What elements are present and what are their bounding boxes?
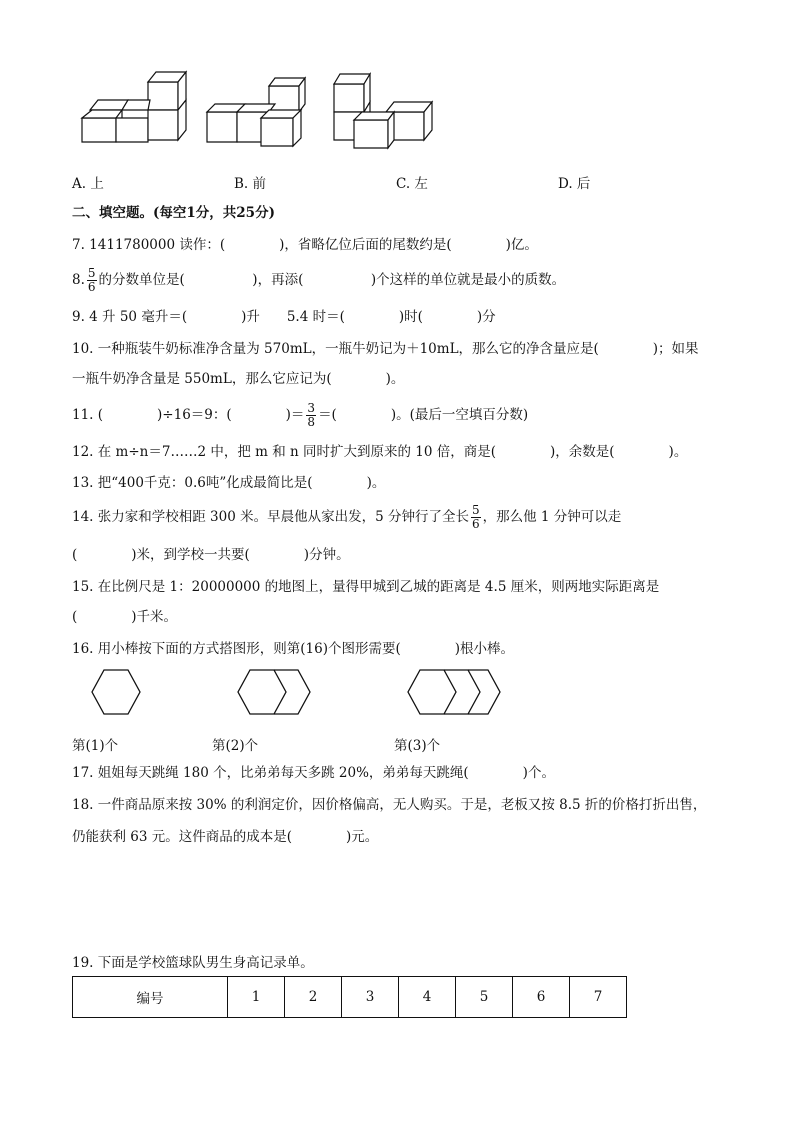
section-title: 二、填空题。(每空1分，共25分) <box>72 205 275 221</box>
q11-suffix: ＝( )。(最后一空填百分数) <box>318 407 529 423</box>
table-cell: 4 <box>399 977 456 1018</box>
option-a: A. 上 <box>72 176 104 192</box>
question-12: 12. 在 m÷n＝7……2 中，把 m 和 n 同时扩大到原来的 10 倍，商是( )，余数是( )。 <box>72 444 688 460</box>
question-14-line-2: ( )米，到学校一共要( )分钟。 <box>72 547 350 563</box>
q11-frac-num: 3 <box>307 401 316 415</box>
q11-frac-den: 8 <box>307 415 316 429</box>
hexagon-figure-3 <box>408 668 508 718</box>
option-c: C. 左 <box>396 176 428 192</box>
q14-suffix: ，那么他 1 分钟可以走 <box>482 509 622 525</box>
option-d: D. 后 <box>558 176 591 192</box>
question-15-line-1: 15. 在比例尺是 1：20000000 的地图上，量得甲城到乙城的距离是 4.5 厘米，则两地实际距离是 <box>72 579 660 595</box>
hexagon-figure-1 <box>92 668 152 718</box>
figure-label-2: 第(2)个 <box>212 738 259 754</box>
question-10-line-2: 一瓶牛奶净含量是 550mL，那么它应记为( )。 <box>72 371 405 387</box>
table-cell: 7 <box>570 977 627 1018</box>
table-cell: 3 <box>342 977 399 1018</box>
figure-label-3: 第(3)个 <box>394 738 441 754</box>
cube-figure-a <box>78 70 188 145</box>
table-row <box>73 977 627 1018</box>
q11-prefix: 11. ( )÷16＝9：( )＝ <box>72 407 305 423</box>
cube-figure-c <box>330 70 440 150</box>
hexagon-figure-2 <box>238 668 318 718</box>
q8-fraction <box>87 267 97 294</box>
q14-fraction <box>471 504 481 531</box>
q14-frac-den: 6 <box>472 517 480 531</box>
q14-frac-num: 5 <box>472 503 480 517</box>
question-18-line-1: 18. 一件商品原来按 30% 的利润定价，因价格偏高，无人购买。于是，老板又按 8.5 折的价格打折出售， <box>72 797 707 813</box>
q8-frac-den: 6 <box>87 280 96 294</box>
question-15-line-2: ( )千米。 <box>72 609 178 625</box>
question-19: 19. 下面是学校篮球队男生身高记录单。 <box>72 955 314 971</box>
table-cell: 1 <box>228 977 285 1018</box>
question-11 <box>72 398 528 432</box>
question-14-line-1 <box>72 500 621 534</box>
q14-prefix: 14. 张力家和学校相距 300 米。早晨他从家出发，5 分钟行了全长 <box>72 509 469 525</box>
question-18-line-2: 仍能获利 63 元。这件商品的成本是( )元。 <box>72 829 379 845</box>
question-10-line-1: 10. 一种瓶装牛奶标准净含量为 570mL，一瓶牛奶记为＋10mL，那么它的净含量应是( )；如果 <box>72 341 699 357</box>
option-b: B. 前 <box>234 176 267 192</box>
question-7: 7. 1411780000 读作：( )，省略亿位后面的尾数约是( )亿。 <box>72 237 538 253</box>
cube-figure-b <box>205 72 315 147</box>
question-9: 9. 4 升 50 毫升＝( )升 5.4 时＝( )时( )分 <box>72 309 496 325</box>
question-13: 13. 把“400千克：0.6吨”化成最简比是( )。 <box>72 475 386 491</box>
q8-frac-num: 5 <box>87 266 96 280</box>
table-cell: 5 <box>456 977 513 1018</box>
q8-prefix: 8. <box>72 272 85 288</box>
table-header-cell: 编号 <box>73 977 228 1018</box>
question-8 <box>72 263 565 297</box>
q11-fraction <box>306 402 316 429</box>
height-record-table <box>72 976 627 1018</box>
question-16: 16. 用小棒按下面的方式搭图形，则第(16)个图形需要( )根小棒。 <box>72 641 515 657</box>
table-cell: 2 <box>285 977 342 1018</box>
q8-suffix: 的分数单位是( )，再添( )个这样的单位就是最小的质数。 <box>98 272 566 288</box>
figure-label-1: 第(1)个 <box>72 738 119 754</box>
question-17: 17. 姐姐每天跳绳 180 个，比弟弟每天多跳 20%，弟弟每天跳绳( )个。 <box>72 765 555 781</box>
table-cell: 6 <box>513 977 570 1018</box>
